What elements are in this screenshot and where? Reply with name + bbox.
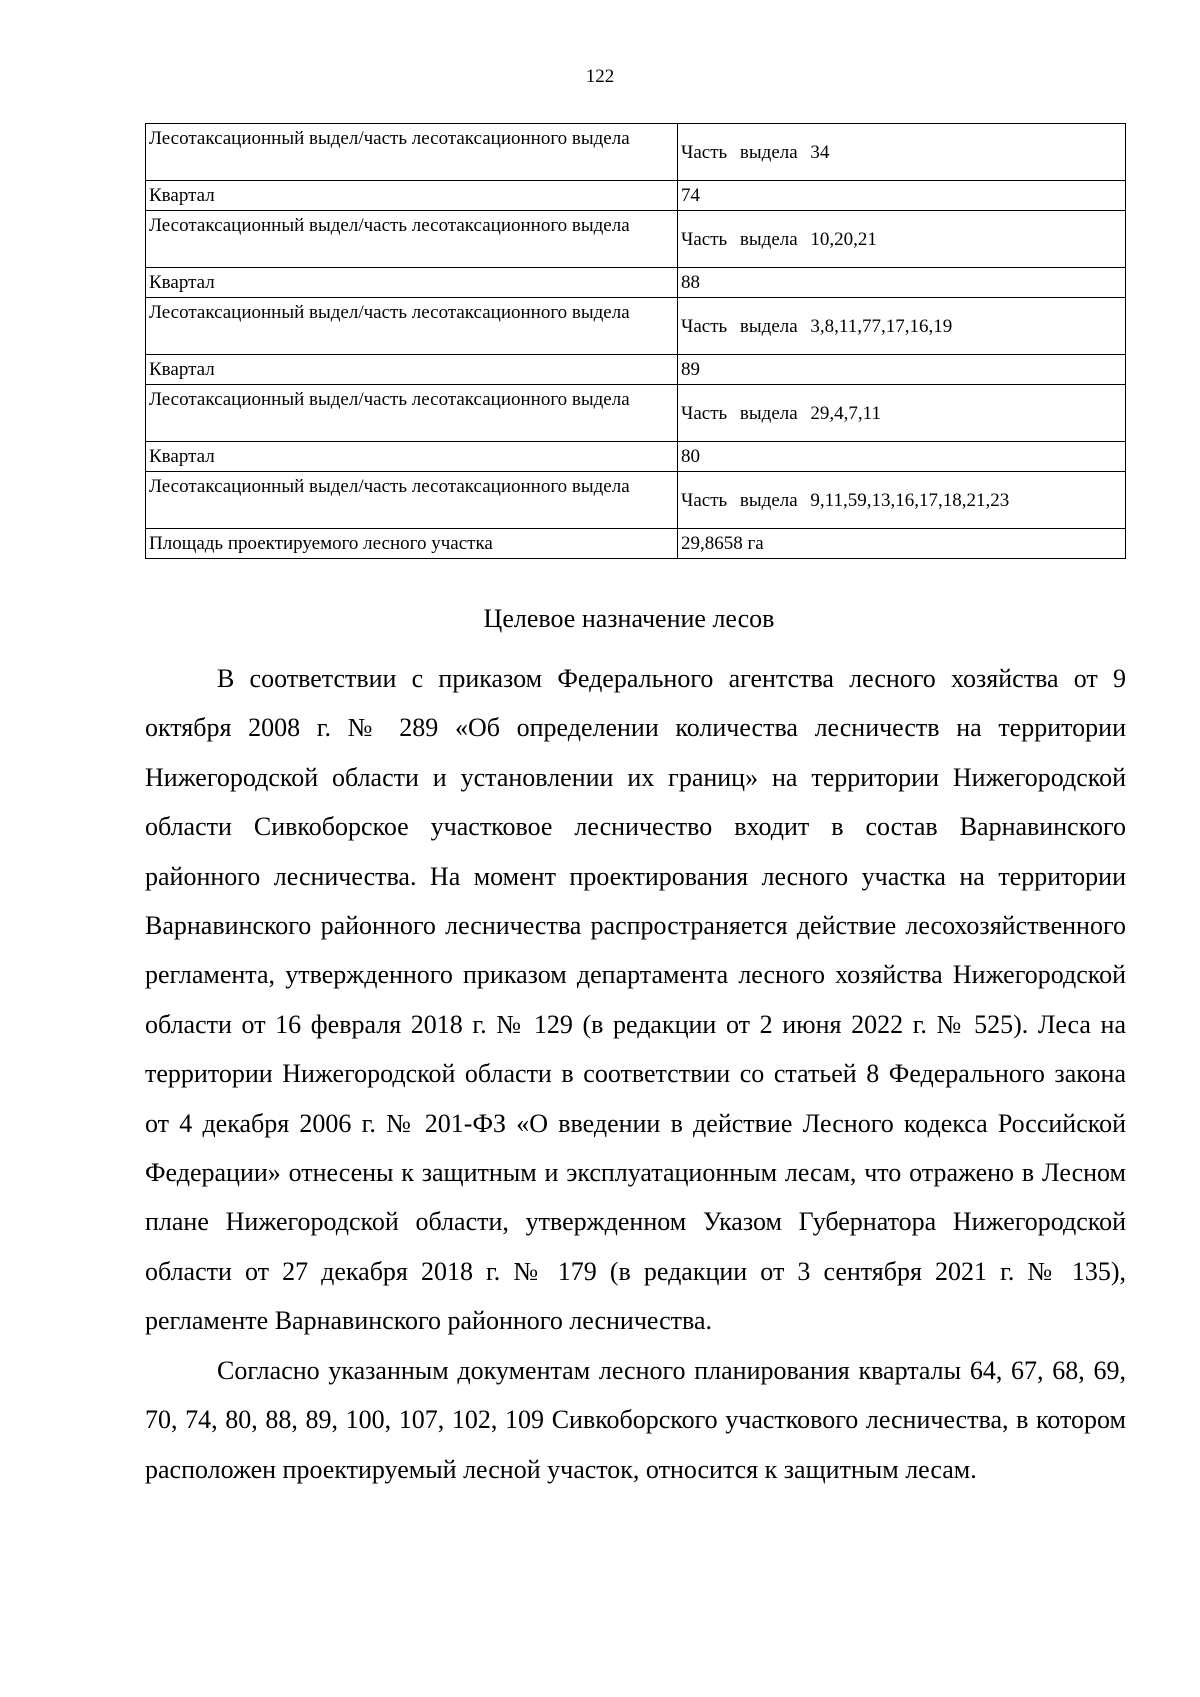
table-cell-value: Часть выдела 9,11,59,13,16,17,18,21,23: [678, 472, 1126, 529]
table-cell-value: 29,8658 га: [678, 529, 1126, 559]
page-number: 122: [585, 66, 615, 87]
table-cell-label: Лесотаксационный выдел/часть лесотаксационного выдела: [146, 211, 678, 268]
table-cell-value: 88: [678, 268, 1126, 298]
table-row: [146, 298, 1126, 355]
table-cell-label: Лесотаксационный выдел/часть лесотаксационного выдела: [146, 385, 678, 442]
table-row: [146, 472, 1126, 529]
table-cell-value: Часть выдела 10,20,21: [678, 211, 1126, 268]
table-row: [146, 124, 1126, 181]
table-cell-value: Часть выдела 3,8,11,77,17,16,19: [678, 298, 1126, 355]
paragraph-2: Согласно указанным документам лесного планирования кварталы 64, 67, 68, 69, 70, 74, 80, 88, 89, 100, 107, 102, 109 Сивкоборского участкового лесничества, в котором расположен проектируемый лесной участок, относится к защитным лесам.: [145, 1355, 1126, 1484]
table-row: [146, 181, 1126, 211]
table-row: [146, 529, 1126, 559]
parcel-table: [145, 123, 1126, 559]
parcel-table-body: [146, 124, 1126, 559]
table-cell-value: 74: [678, 181, 1126, 211]
table-cell-label: Площадь проектируемого лесного участка: [146, 529, 678, 559]
table-cell-label: Квартал: [146, 268, 678, 298]
table-cell-value: Часть выдела 34: [678, 124, 1126, 181]
table-cell-label: Квартал: [146, 355, 678, 385]
table-row: [146, 385, 1126, 442]
table-cell-label: Лесотаксационный выдел/часть лесотаксационного выдела: [146, 124, 678, 181]
paragraph-1: В соответствии с приказом Федерального агентства лесного хозяйства от 9 октября 2008 г. № 289 «Об определении количества лесничеств на территории Нижегородской области и установлении их границ» на территории Нижегородской области Сивкоборское участковое лесничество входит в состав Варнавинского районного лесничества. На момент проектирования лесного участка на территории Варнавинского районного лесничества распространяется действие лесохозяйственного регламента, утвержденного приказом департамента лесного хозяйства Нижегородской области от 16 февраля 2018 г. № 129 (в редакции от 2 июня 2022 г. № 525). Леса на территории Нижегородской области в соответствии со статьей 8 Федерального закона от 4 декабря 2006 г. № 201-ФЗ «О введении в действие Лесного кодекса Российской Федерации» отнесены к защитным и эксплуатационным лесам, что отражено в Лесном плане Нижегородской области, утвержденном Указом Губернатора Нижегородской области от 27 декабря 2018 г. № 179 (в редакции от 3 сентября 2021 г. № 135), регламенте Варнавинского районного лесничества.: [145, 664, 1126, 1336]
table-cell-value: 89: [678, 355, 1126, 385]
table-row: [146, 268, 1126, 298]
body-text: [145, 654, 1126, 1494]
table-row: [146, 211, 1126, 268]
table-cell-label: Квартал: [146, 181, 678, 211]
table-cell-value: 80: [678, 442, 1126, 472]
section-heading: Целевое назначение лесов: [483, 604, 775, 633]
table-cell-label: Лесотаксационный выдел/часть лесотаксационного выдела: [146, 472, 678, 529]
table-cell-value: Часть выдела 29,4,7,11: [678, 385, 1126, 442]
table-row: [146, 442, 1126, 472]
table-cell-label: Лесотаксационный выдел/часть лесотаксационного выдела: [146, 298, 678, 355]
table-row: [146, 355, 1126, 385]
table-cell-label: Квартал: [146, 442, 678, 472]
